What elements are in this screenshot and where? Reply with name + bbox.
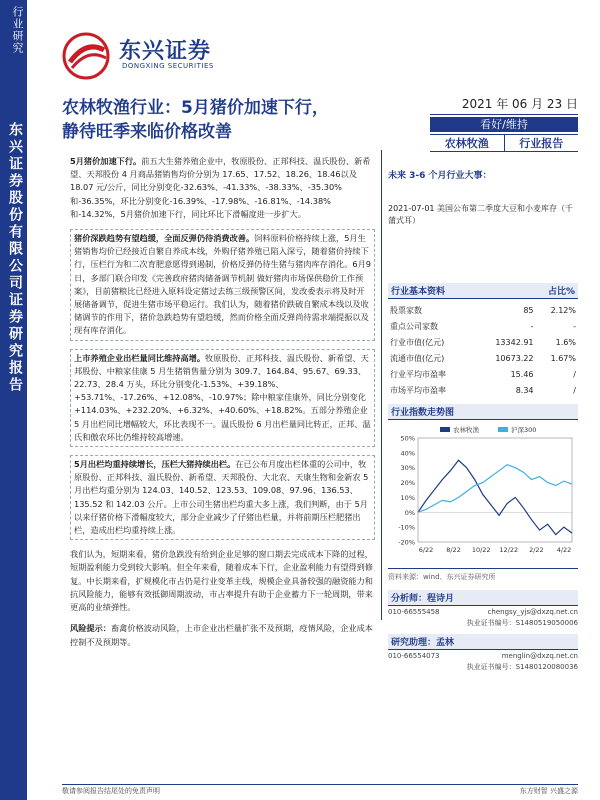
- chart-svg: [388, 424, 578, 564]
- stats-label: 行业平均市盈率: [390, 369, 446, 379]
- x-tick-label: 8/22: [446, 546, 461, 554]
- analyst-email[interactable]: menglin@dxzq.net.cn: [501, 652, 578, 660]
- stats-value: 15.46: [510, 369, 534, 379]
- analyst-email[interactable]: chengsy_yjs@dxzq.net.cn: [487, 608, 578, 616]
- legend-swatch-1: [498, 427, 508, 432]
- series-line-0: [418, 460, 572, 534]
- report-title: [62, 96, 392, 144]
- index-trend-chart: [388, 424, 578, 566]
- paragraph-text: 我们认为，短期来看，猪价急跌没有给到企业足够的窗口期去完成成本下降的过程，短期盈利能力受到较大影响。但全年来看，随着成本下行，企业盈利能力有望得到修复。中长期来看，扩规模化市占仍是行业变革主线，规模企业具备较强的融资能力和抗风险能力，能够有效抵御周期波动，市占率提升有助于企业蓄力下一轮周期，带来更高的业绩弹性。: [70, 549, 373, 613]
- right-column: [388, 150, 578, 672]
- analyst-name: 分析师：程诗月: [388, 590, 578, 606]
- paragraph-text: 饲料原料价格持续上涨，5月生猪销售均价已经接近自繁自养成本线，外购仔猪养殖已陷入深亏，随着猪价持续下行，压栏行为和二次育肥意愿得到遏制，价格反弹仍待生猪与猪肉库存消化。6月9日，多部门联合印发《完善政府猪肉储备调节机制 做好猪肉市场保供稳价工作预案》，目前猪粮比已经进入原料设定猪过去练三级预警区间，发改委表示将及时开展储备调节，促进生猪市场平稳运行。我们认为，随着猪价跌破自繁成本线以及收储调节的作用下，猪价急跌趋势有望趋缓，然而价格全面反弹尚待需求端提振以及现有库存消化。: [74, 233, 371, 336]
- y-tick-label: 0%: [404, 508, 415, 517]
- x-tick-label: 6/22: [418, 546, 434, 554]
- report-date: 2021 年 06 月 23 日: [430, 95, 578, 115]
- stats-value: 13342.91: [495, 337, 534, 347]
- analyst-cert: 执业证书编号：S1480519050006: [466, 619, 578, 627]
- stats-row: [388, 382, 578, 398]
- x-tick-label: 12/22: [499, 546, 519, 554]
- category-type: 行业报告: [505, 134, 579, 152]
- report-meta: [430, 95, 578, 152]
- org-name: 东兴证券股份有限公司证券研究报告: [7, 122, 23, 394]
- logo-mark-icon: [62, 32, 114, 80]
- basic-info-table: [388, 302, 578, 398]
- basic-info-title: 行业基本资料: [391, 287, 446, 297]
- stats-row: [388, 302, 578, 318]
- stats-pct: 1.67%: [550, 353, 576, 363]
- analyst-list: [388, 590, 578, 672]
- body-paragraph: [70, 155, 375, 221]
- analyst-cert: 执业证书编号：S1480120080036: [466, 663, 578, 671]
- paragraph-text: 前五大生猪养殖企业中，牧原股份、正邦科技、温氏股份、新希望、天邦股份 4 月商品猪销售均价分别为 17.65、17.52、18.26、18.46以及 18.07 元/公斤，同比分别变化-32.63%、-41.33%、-38.33%、-35.30%和-36.35%，环比分别变化-16.39%、-17.98%、-16.81%、-14.38%和-14.32%，5月猪价加速下行，同比环比下滑幅度进一步扩大。: [70, 156, 371, 219]
- paragraph-text: 在已公布月度出栏体重的公司中，牧原股份、正邦科技、温氏股份、新希望、天邦股份、大北农、天康生物和金新农 5 月出栏均重分别为 124.03、140.52、123.53、109.08、97.96、136.53、135.52 和 142.03 公斤。上市公司生猪出栏均重大多上涨，我们判断，由于 5月以来仔猪价格下滑幅度较大，部分企业减少了仔猪出栏量，并将前期压栏肥猪出栏，造成出栏均重持续上涨。: [74, 459, 369, 536]
- y-tick-label: 20%: [400, 479, 415, 488]
- stats-label: 重点公司家数: [390, 321, 438, 331]
- title-line-2: 静待旺季来临价格改善: [62, 122, 232, 142]
- stats-label: 行业市值(亿元): [390, 337, 445, 347]
- stats-value: 8.34: [515, 385, 534, 395]
- stats-row: [388, 366, 578, 382]
- legend-swatch-0: [440, 427, 450, 432]
- legend-label-0: 农林牧渔: [453, 426, 479, 434]
- rating-badge: 看好/维持: [430, 117, 578, 132]
- stats-row: [388, 350, 578, 366]
- paragraph-lead: 猪价深跌趋势有望趋缓，全面反弹仍待消费改善。: [74, 233, 255, 244]
- stats-pct: 2.12%: [550, 305, 576, 315]
- analyst-name: 研究助理：孟林: [388, 634, 578, 650]
- analyst-phone: 010-66554073: [388, 652, 440, 660]
- stats-pct: 1.6%: [555, 337, 576, 347]
- x-tick-label: 2/22: [529, 546, 544, 554]
- paragraph-lead: 风险提示：: [70, 623, 111, 634]
- body-paragraph: [70, 349, 375, 447]
- series-line-1: [418, 465, 572, 513]
- y-tick-label: 30%: [400, 464, 415, 473]
- paragraph-text: 牧原股份、正邦科技、温氏股份、新希望、天邦股份、中粮家佳康 5 月生猪销售量分别为 309.7、164.84、95.67、69.33、22.73、28.4 万头，环比分别变化-1.53%、+39.18%、+53.71%、-17.26%、+12.08%、-10.97%；除中粮家佳康外，同比分别变化+114.03%、+232.20%、+6.32%、+40.60%、+18.82%。五部分养殖企业 5 月出栏同比增幅较大，环比表现不一。温氏股份 6 月出栏量同比转正，正邦、温氏和傲农环比仍维持较高增速。: [74, 352, 371, 442]
- body-paragraph: [70, 455, 375, 540]
- x-tick-label: 10/22: [471, 546, 491, 554]
- logo-text-en: DONGXING SECURITIES: [122, 62, 214, 70]
- paragraph-text: 畜禽价格波动风险，上市企业出栏量扩张不及预期，疫情风险，企业成本控制不及预期等。: [70, 623, 373, 647]
- events-item: 2021-07-01 美国公布第二季度大豆和小麦库存（千蒲式耳）: [388, 204, 574, 225]
- paragraph-lead: 5月猪价加速下行。: [70, 156, 142, 166]
- category-industry: 农林牧渔: [430, 134, 505, 152]
- legend-label-1: 沪深300: [511, 426, 537, 434]
- stats-pct: /: [573, 385, 576, 395]
- stats-value: 10673.22: [495, 353, 534, 363]
- y-tick-label: 40%: [400, 449, 415, 458]
- y-tick-label: -10%: [398, 523, 415, 532]
- body-paragraph: [70, 548, 375, 614]
- y-tick-label: 50%: [400, 434, 415, 443]
- body-paragraph: [70, 622, 375, 648]
- stats-label: 流通市值(亿元): [390, 353, 445, 363]
- stats-label: 股票家数: [390, 305, 422, 315]
- footer-disclaimer: 敬请参阅报告结尾处的免责声明: [62, 787, 160, 795]
- footer-slogan: 东方财智 兴盛之源: [519, 787, 578, 795]
- stats-label: 市场平均市盈率: [390, 385, 446, 395]
- stats-value: 85: [523, 305, 534, 315]
- report-type-tag: 行业研究: [11, 6, 24, 54]
- sidebar: [0, 0, 27, 800]
- index-chart-header: 行业指数走势图: [388, 404, 578, 420]
- stats-pct: -: [573, 321, 576, 331]
- stats-row: [388, 318, 578, 334]
- company-logo: [62, 32, 232, 82]
- x-tick-label: 4/22: [556, 546, 572, 554]
- analyst-contact: [388, 608, 578, 616]
- report-body: [70, 155, 375, 657]
- stats-pct: /: [573, 369, 576, 379]
- y-tick-label: 10%: [400, 493, 415, 502]
- paragraph-lead: 上市养殖企业出栏量同比维持高增。: [74, 352, 206, 363]
- title-line-1: 农林牧渔行业：5月猪价加速下行，: [62, 98, 329, 118]
- analyst-contact: [388, 652, 578, 660]
- body-paragraph: [70, 229, 375, 341]
- basic-info-ratio-col: 占比%: [547, 287, 575, 297]
- logo-text-cn: 东兴证券: [119, 39, 212, 64]
- column-divider: [381, 150, 382, 620]
- basic-info-header: [388, 283, 578, 299]
- chart-source: 资料来源：wind、东兴证券研究所: [388, 568, 578, 582]
- stats-value: -: [530, 321, 534, 331]
- paragraph-lead: 5月出栏均重持续增长，压栏大猪持续出栏。: [74, 459, 236, 470]
- analyst-phone: 010-66555458: [388, 608, 440, 616]
- footer-divider: [62, 784, 578, 785]
- stats-row: [388, 334, 578, 350]
- events-header: 未来 3-6 个月行业大事：: [388, 171, 492, 181]
- y-tick-label: -20%: [398, 538, 415, 547]
